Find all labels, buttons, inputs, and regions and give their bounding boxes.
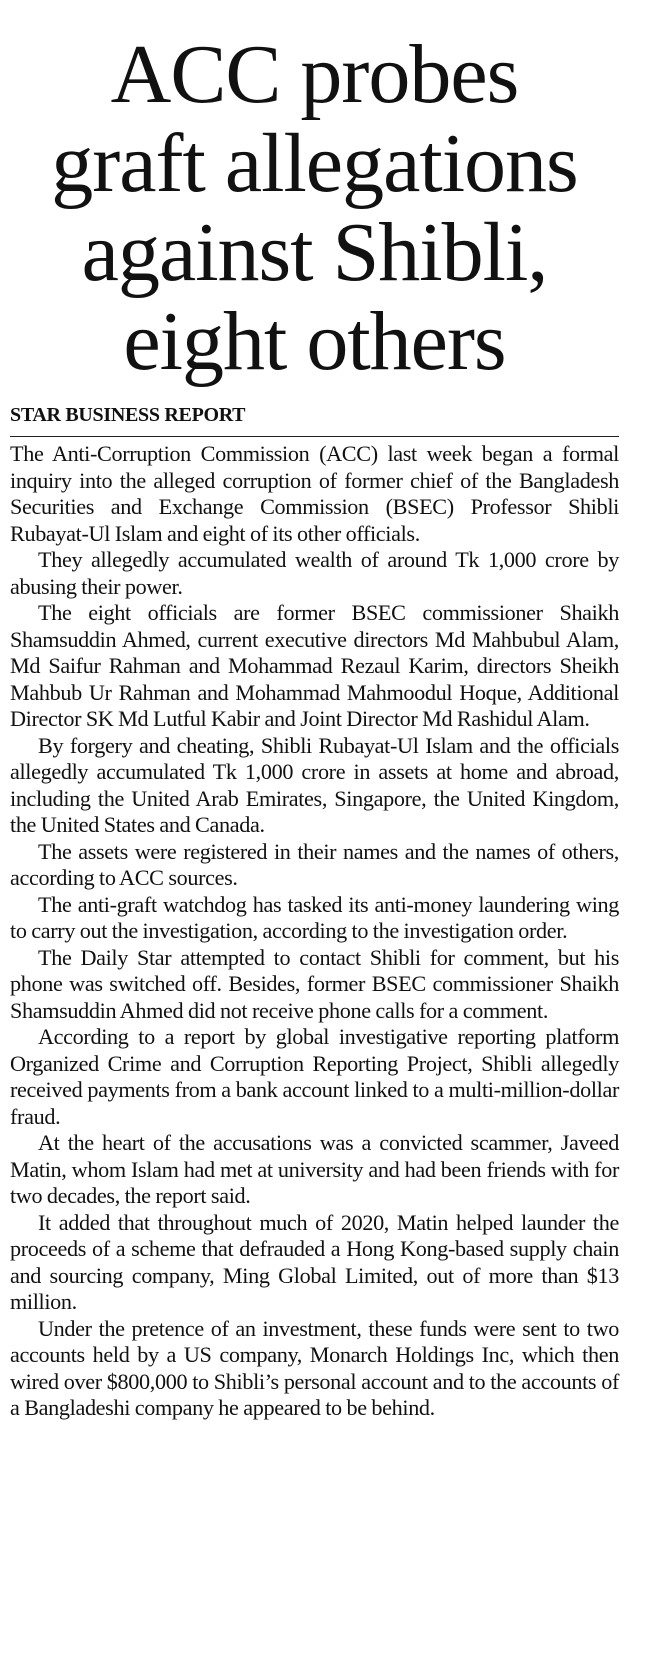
headline-line: against Shibli, — [81, 206, 548, 299]
headline-line: ACC probes — [110, 28, 519, 121]
paragraph: The Daily Star attempted to contact Shibli for comment, but his phone was switched off. Besides, former BSEC commissioner Shaikh Shamsuddin Ahmed did not receive phone calls for a comment. — [10, 944, 619, 1023]
paragraph: The eight officials are former BSEC commissioner Shaikh Shamsuddin Ahmed, current executive directors Md Mahbubul Alam, Md Saifur Rahman and Mohammad Rezaul Karim, directors Sheikh Mahbub Ur Rahman and Mohammad Mahmoodul Hoque, Additional Director SK Md Lutful Kabir and Joint Director Md Rashidul Alam. — [10, 600, 619, 731]
byline: STAR BUSINESS REPORT — [10, 403, 619, 437]
paragraph: At the heart of the accusations was a convicted scammer, Javeed Matin, whom Islam had met at university and had been friends with for two decades, the report said. — [10, 1130, 619, 1208]
paragraph: They allegedly accumulated wealth of around Tk 1,000 crore by abusing their power. — [10, 547, 619, 599]
paragraph: It added that throughout much of 2020, Matin helped launder the proceeds of a scheme that defrauded a Hong Kong-based supply chain and sourcing company, Ming Global Limited, out of more than $13 million. — [10, 1209, 619, 1314]
article-body — [10, 441, 619, 1422]
paragraph: Under the pretence of an investment, these funds were sent to two accounts held by a US company, Monarch Holdings Inc, which then wired over $800,000 to Shibli’s personal account and to the accounts of a Bangladeshi company he appeared to be behind. — [10, 1315, 619, 1420]
news-article — [10, 0, 619, 1422]
paragraph: The Anti-Corruption Commission (ACC) last week began a formal inquiry into the alleged corruption of former chief of the Bangladesh Securities and Exchange Commission (BSEC) Professor Shibli Rubayat-Ul Islam and eight of its other officials. — [10, 441, 619, 546]
paragraph: The assets were registered in their names and the names of others, according to ACC sources. — [10, 838, 619, 890]
headline-line: eight others — [123, 295, 506, 388]
headline — [10, 30, 619, 386]
paragraph: By forgery and cheating, Shibli Rubayat-Ul Islam and the officials allegedly accumulated Tk 1,000 crore in assets at home and abroad, including the United Arab Emirates, Singapore, the United Kingdom, the United States and Canada. — [10, 732, 619, 837]
paragraph: According to a report by global investigative reporting platform Organized Crime and Corruption Reporting Project, Shibli allegedly received payments from a bank account linked to a multi-million-dollar fraud. — [10, 1024, 619, 1129]
paragraph: The anti-graft watchdog has tasked its anti-money laundering wing to carry out the investigation, according to the investigation order. — [10, 891, 619, 943]
headline-line: graft allegations — [51, 117, 578, 210]
